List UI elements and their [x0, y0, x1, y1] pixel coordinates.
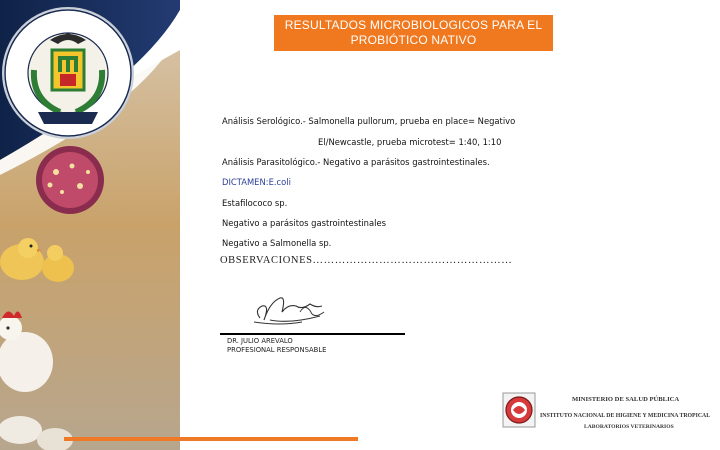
parasites-negative-line: Negativo a parásitos gastrointestinales	[222, 218, 386, 228]
parasitology-line: Análisis Parasitológico.- Negativo a parásitos gastrointestinales.	[222, 157, 490, 167]
dictamen-value: E.coli	[268, 177, 291, 187]
dictamen-line	[222, 177, 291, 187]
serology-line: Análisis Serológico.- Salmonella pullorum, prueba en place= Negativo	[222, 116, 516, 126]
footer-accent-bar	[64, 437, 358, 441]
signer-role: PROFESIONAL RESPONSABLE	[227, 346, 327, 354]
ministry-block	[502, 392, 720, 432]
title-banner	[274, 15, 553, 51]
salmonella-negative-line: Negativo a Salmonella sp.	[222, 238, 332, 248]
signer-name: DR. JULIO AREVALO	[227, 337, 293, 345]
ministry-seal-icon	[502, 392, 536, 428]
institute-name: INSTITUTO NACIONAL DE HIGIENE Y MEDICINA TROPICAL	[540, 413, 711, 419]
left-decorative-panel	[0, 0, 180, 450]
title-line-2: PROBIÓTICO NATIVO	[350, 33, 477, 47]
emblem-text	[0, 0, 180, 150]
signer-block	[227, 337, 326, 355]
laboratory-name: LABORATORIOS VETERINARIOS	[584, 424, 674, 430]
staphylococcus-line: Estafilococo sp.	[222, 198, 288, 208]
ministry-title: MINISTERIO DE SALUD PÚBLICA	[572, 396, 680, 403]
dictamen-label: DICTAMEN:	[222, 177, 269, 187]
observations-line: OBSERVACIONES………………………………………………	[220, 255, 513, 266]
signature-line	[220, 333, 405, 335]
title-line-1: RESULTADOS MICROBIOLOGICOS PARA EL	[284, 18, 543, 32]
newcastle-line: El/Newcastle, prueba microtest= 1:40, 1:10	[318, 137, 502, 147]
handwritten-signature	[240, 292, 330, 332]
petri-dish-photo	[36, 146, 104, 214]
